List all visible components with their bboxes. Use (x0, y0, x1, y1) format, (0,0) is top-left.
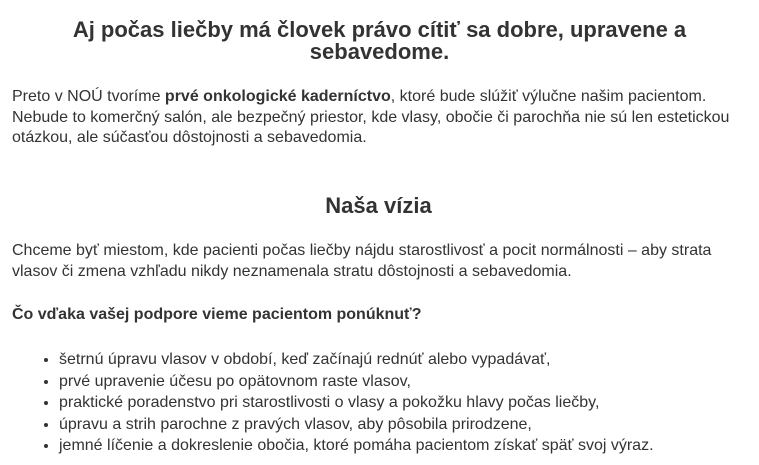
offer-item: • prvé upravenie účesu po opätovnom raste vlasov, (59, 371, 745, 393)
offer-item: • jemné líčenie a dokreslenie obočia, ktoré pomáha pacientom získať späť svoj výraz. (59, 435, 745, 457)
offer-list (12, 349, 745, 457)
offer-question: Čo vďaka vašej podpore vieme pacientom ponúknuť? (12, 306, 422, 323)
offer-item: • praktické poradenstvo pri starostlivosti o vlasy a pokožku hlavy počas liečby, (59, 392, 745, 414)
offer-item: • šetrnú úpravu vlasov v období, keď začínajú rednúť alebo vypadávať, (59, 349, 745, 371)
intro-paragraph (12, 87, 745, 149)
headline: Aj počas liečby má človek právo cítiť sa dobre, upravene a sebavedome. (72, 17, 687, 64)
vision-paragraph: Chceme byť miestom, kde pacienti počas liečby nájdu starostlivosť a pocit normálnosti – aby strata vlasov či zmena vzhľadu nikdy neznamenala stratu dôstojnosti a sebavedomia. (12, 242, 712, 280)
intro-text-before: Preto v NOÚ tvoríme (12, 88, 165, 105)
intro-text-after: , ktoré bude slúžiť výlučne našim pacientom. Nebude to komerčný salón, ale bezpečný priestor, kde vlasy, obočie či parochňa nie sú len estetickou otázkou, ale súčasťou dôstojnosti a sebavedomia. (12, 88, 730, 146)
offer-item: • úpravu a strih parochne z pravých vlasov, aby pôsobila prirodzene, (59, 414, 745, 436)
intro-highlight: prvé onkologické kaderníctvo (164, 88, 391, 105)
vision-title: Naša vízia (325, 193, 432, 218)
